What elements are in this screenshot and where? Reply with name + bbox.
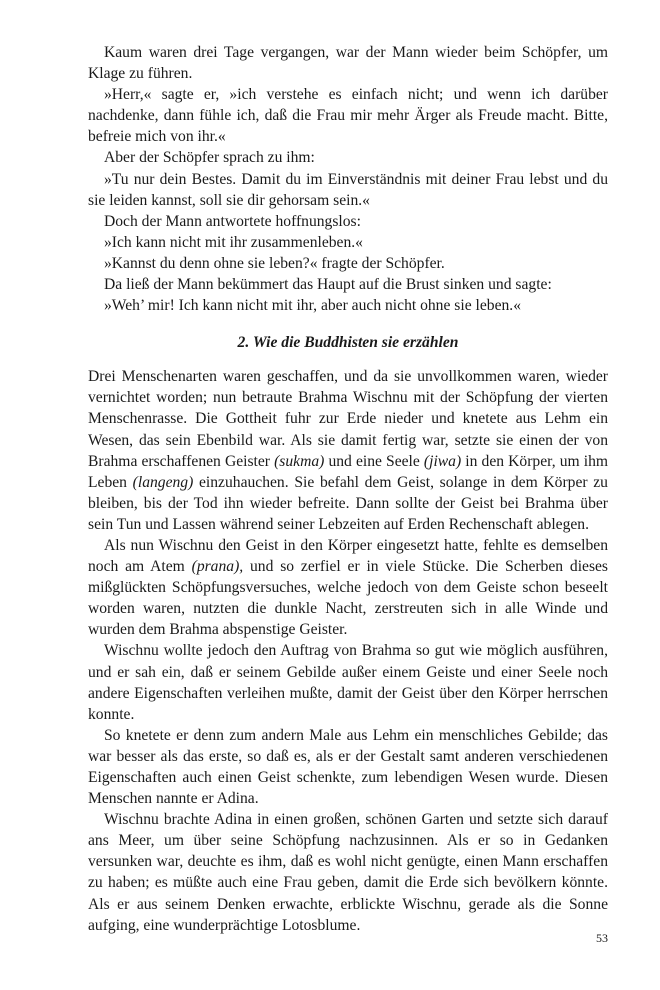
paragraph: Aber der Schöpfer sprach zu ihm: xyxy=(104,149,315,167)
page-body xyxy=(88,42,608,936)
paragraph: So knetete er denn zum andern Male aus Lehm ein menschliches Gebilde; das war besser als das erste, so daß es, als er der Gestalt samt anderen verschiedenen Eigenschaften auch einen Geist schenkte, zum lebendigen Wesen wurde. Diesen Menschen nannte er Adina. xyxy=(88,726,608,808)
paragraph: »Weh’ mir! Ich kann nicht mit ihr, aber auch nicht ohne sie leben.« xyxy=(104,297,521,315)
text-run: und so zerfiel er in viele Stücke. Die Scherben dieses mißglückten Schöpfungsversuches, welche jedoch von dem Geiste schon beseelt worden waren, nutzten die dunkle Nacht, zerstreuten sich in alle Winde und wurden dem Brahma abspenstige Geister. xyxy=(88,558,609,639)
paragraph: Doch der Mann antwortete hoffnungslos: xyxy=(104,212,361,230)
section-heading: 2. Wie die Buddhisten sie erzählen xyxy=(237,334,459,352)
paragraph xyxy=(88,535,608,640)
paragraph: »Kannst du denn ohne sie leben?« fragte der Schöpfer. xyxy=(104,254,445,272)
term: (jiwa) xyxy=(423,452,462,470)
text-run: in den Körper, um ihm Leben xyxy=(88,452,608,491)
text-run: Drei Menschenarten waren geschaffen, und da sie unvollkommen waren, wieder vernichtet worden; nun betraute Brahma Wischnu mit der Schöpfung der vierten Menschenrasse. Die Gottheit fuhr zur Erde nieder und knetete aus Lehm ein Wesen, das sein Ebenbild war. Als sie damit fertig war, setzte sie einen der von Brahma erschaffenen Geister xyxy=(88,368,608,470)
paragraph: »Tu nur dein Bestes. Damit du im Einverständnis mit deiner Frau lebst und du sie leiden kannst, soll sie dir gehorsam sein.« xyxy=(88,170,608,209)
paragraph: Wischnu wollte jedoch den Auftrag von Brahma so gut wie möglich ausführen, und er sah ein, daß er seinem Gebilde außer einem Geiste und einer Seele noch andere Eigenschaften verleihen mußte, damit der Geist über den Körper herrschen konnte. xyxy=(88,642,608,723)
paragraph: Da ließ der Mann bekümmert das Haupt auf die Brust sinken und sagte: xyxy=(104,276,552,294)
page-number: 53 xyxy=(596,931,608,945)
text-run: und eine Seele xyxy=(324,452,424,470)
text-run: einzuhauchen. Sie befahl dem Geist, solange in dem Körper zu bleiben, bis der Tod ihn wieder befreite. Dann sollte der Geist bei Brahma über sein Tun und Lassen während seiner Lebzeiten auf Erden Rechenschaft ablegen. xyxy=(88,473,608,533)
paragraph xyxy=(88,366,608,535)
paragraph: Kaum waren drei Tage vergangen, war der Mann wieder beim Schöpfer, um Klage zu führen. xyxy=(88,44,608,83)
paragraph: »Ich kann nicht mit ihr zusammenleben.« xyxy=(104,233,363,251)
paragraph: »Herr,« sagte er, »ich verstehe es einfach nicht; und wenn ich darüber nachdenke, dann fühle ich, daß die Frau mir mehr Ärger als Freude macht. Bitte, befreie mich von ihr.« xyxy=(88,86,608,146)
paragraph: Wischnu brachte Adina in einen großen, schönen Garten und setzte sich darauf ans Meer, um über seine Schöpfung nachzusinnen. Als er so in Gedanken versunken war, deuchte es ihm, daß es wohl nicht genügte, einen Mann erschaffen zu haben; es müßte auch eine Frau geben, damit die Erde sich bevölkern könnte. Als er aus seinem Denken erwachte, erblickte Wischnu, gerade als die Sonne aufging, eine wunderprächtige Lotosblume. xyxy=(88,811,608,934)
term: (prana), xyxy=(191,558,244,576)
term: (sukma) xyxy=(274,452,325,470)
term: (langeng) xyxy=(132,473,194,491)
text-run: Als nun Wischnu den Geist in den Körper eingesetzt hatte, fehlte es demselben noch am Atem xyxy=(88,536,608,576)
